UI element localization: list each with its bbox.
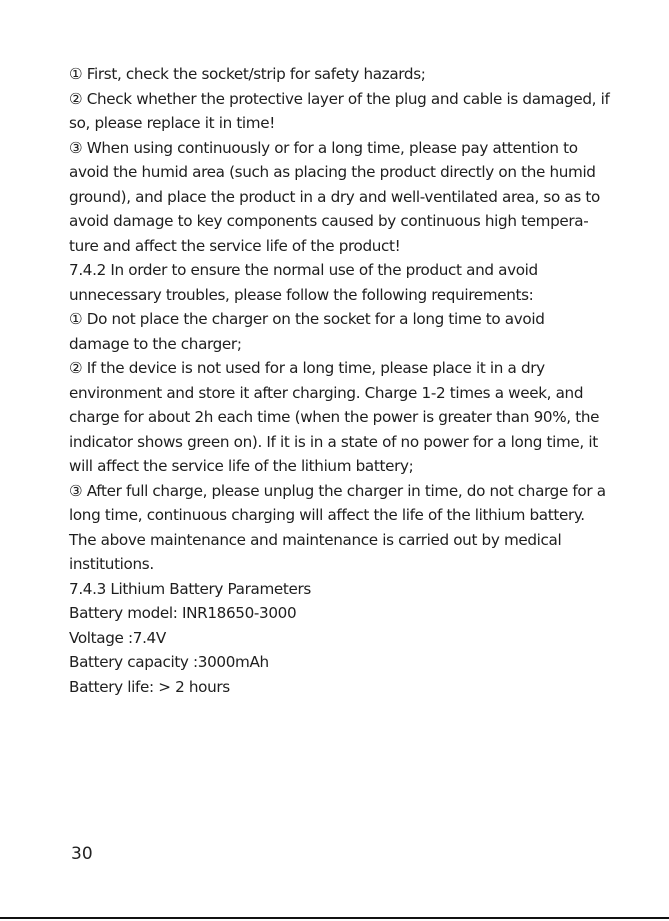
text-line: avoid the humid area (such as placing the product directly on the humid (69, 163, 596, 181)
section-heading-7-4-3: 7.4.3 Lithium Battery Parameters (69, 579, 311, 598)
text-line: will affect the service life of the lithium battery; (69, 457, 414, 475)
text-line: environment and store it after charging. Charge 1-2 times a week, and (69, 383, 584, 402)
text-line: ① First, check the socket/strip for safety hazards; (69, 65, 426, 83)
text-line: institutions. (69, 555, 154, 573)
text-line: long time, continuous charging will affect the life of the lithium battery. (69, 506, 585, 524)
text-line: indicator shows green on). If it is in a state of no power for a long time, it (69, 432, 598, 451)
section-heading-7-4-2: 7.4.2 In order to ensure the normal use of the product and avoid (69, 261, 538, 279)
text-line: damage to the charger; (69, 334, 242, 353)
text-line: ② If the device is not used for a long time, please place it in a dry (69, 359, 545, 377)
battery-model: Battery model: INR18650-3000 (69, 604, 297, 622)
bottom-divider (0, 917, 669, 919)
battery-capacity: Battery capacity :3000mAh (69, 653, 269, 671)
text-line: ③ After full charge, please unplug the charger in time, do not charge for a (69, 481, 606, 500)
text-line: ③ When using continuously or for a long time, please pay attention to (69, 138, 578, 157)
battery-life: Battery life: > 2 hours (69, 677, 230, 696)
text-line: so, please replace it in time! (69, 114, 275, 132)
battery-voltage: Voltage :7.4V (69, 628, 166, 647)
text-line: charge for about 2h each time (when the power is greater than 90%, the (69, 408, 600, 426)
text-line: ground), and place the product in a dry and well-ventilated area, so as to (69, 187, 600, 206)
body-text (69, 62, 629, 699)
text-line: The above maintenance and maintenance is carried out by medical (69, 530, 562, 549)
text-line: ② Check whether the protective layer of the plug and cable is damaged, if (69, 89, 610, 108)
text-line: avoid damage to key components caused by continuous high tempera- (69, 212, 589, 230)
text-line: unnecessary troubles, please follow the following requirements: (69, 285, 534, 304)
text-line: ① Do not place the charger on the socket for a long time to avoid (69, 310, 545, 328)
page-number: 30 (71, 844, 93, 864)
text-line: ture and affect the service life of the product! (69, 236, 401, 255)
